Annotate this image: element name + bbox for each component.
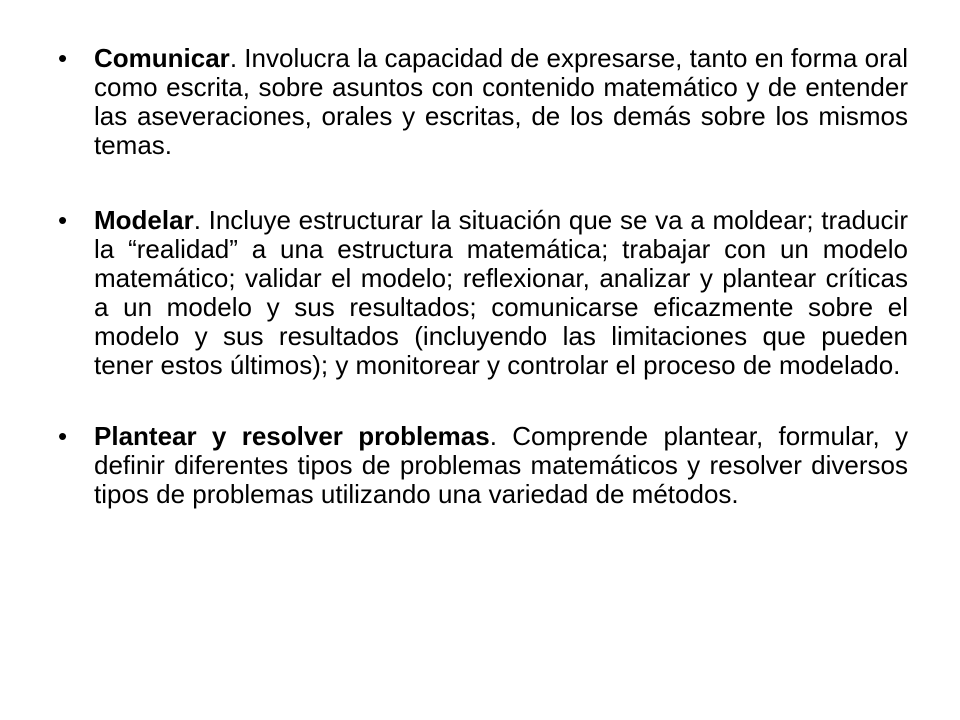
- bullet-term: Modelar: [94, 205, 194, 235]
- bullet-item-comunicar: [58, 44, 908, 160]
- bullet-marker: •: [58, 205, 68, 235]
- bullet-marker: •: [58, 421, 68, 451]
- bullet-text: . Comprende plantear, formular, y definir diferentes tipos de problemas matemáticos y resolver diversos tipos de problemas utilizando una variedad de métodos.: [94, 421, 908, 509]
- bullet-item-modelar: [58, 206, 908, 380]
- bullet-text: . Incluye estructurar la situación que se va a moldear; traducir la “realidad” a una estructura matemática; trabajar con un modelo matemático; validar el modelo; reflexionar, analizar y plantear críticas a un modelo y sus resultados; comunicarse eficazmente sobre el modelo y sus resultados (incluyendo las limitaciones que pueden tener estos últimos); y monitorear y controlar el proceso de modelado.: [94, 205, 908, 380]
- bullet-list: [58, 44, 908, 555]
- bullet-text: . Involucra la capacidad de expresarse, tanto en forma oral como escrita, sobre asuntos con contenido matemático y de entender las aseveraciones, orales y escritas, de los demás sobre los mismos temas.: [94, 43, 908, 160]
- bullet-term: Plantear y resolver problemas: [94, 421, 490, 451]
- bullet-term: Comunicar: [94, 43, 230, 73]
- bullet-item-plantear-resolver: [58, 422, 908, 509]
- bullet-marker: •: [58, 43, 68, 73]
